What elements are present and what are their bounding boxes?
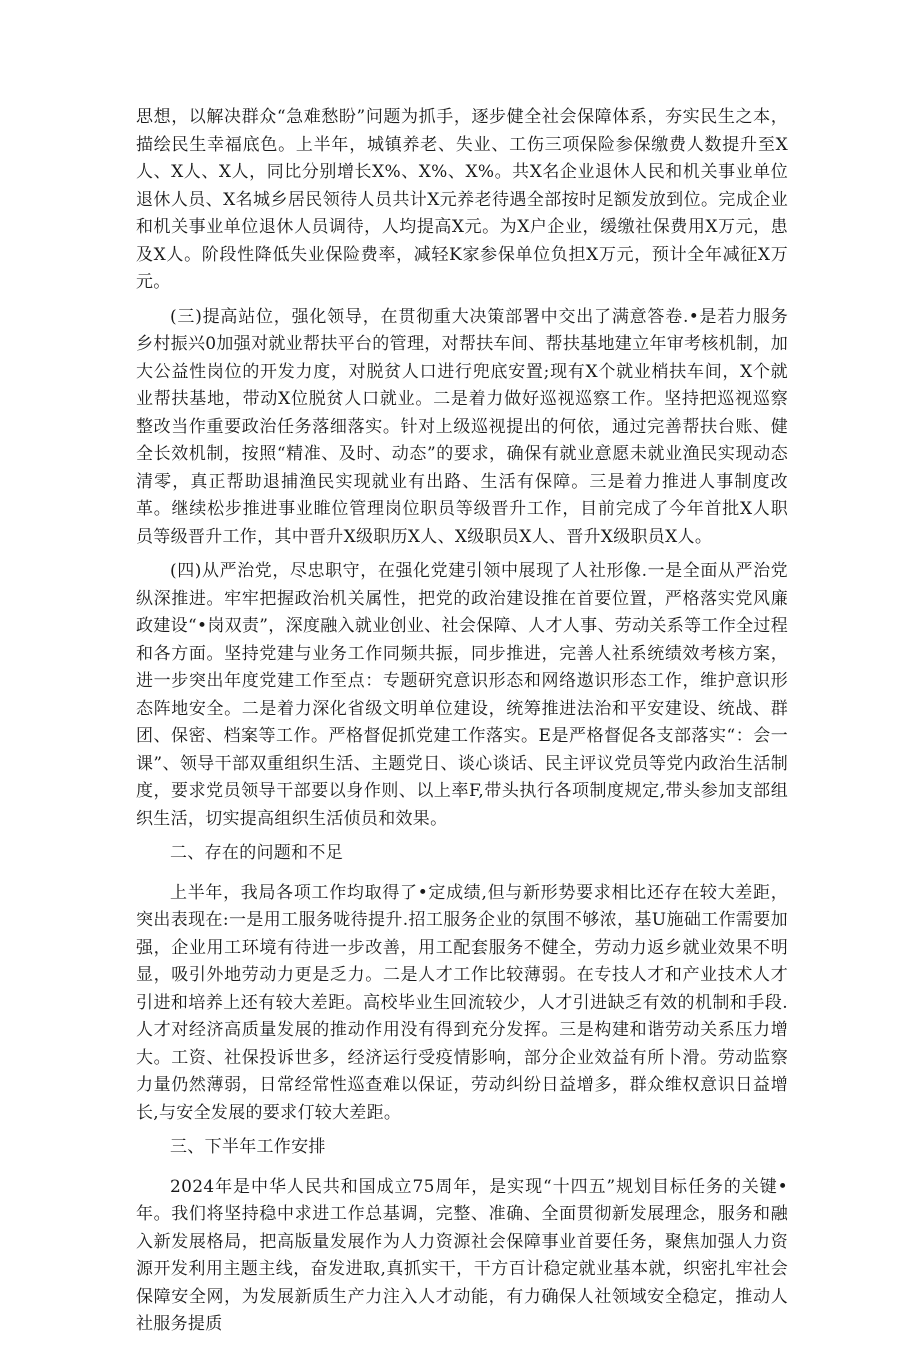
document-body bbox=[136, 104, 788, 1346]
heading-second-half-plan: 三、下半年工作安排 bbox=[170, 1137, 326, 1157]
paragraph-section-three: (三)提高站位，强化领导，在贯彻重大决策部署中交出了满意答卷.•是若力服务乡村振兴0加强对就业帮扶平台的管理，对帮扶车间、帮扶基地建立年审考核机制，加大公益性岗位的开发力度，对脱贫人口进行兜底安置;现有X个就业梢扶车间，X个就业帮扶基地，带动X位脱贫人口就业。二是着力做好巡视巡察工作。坚持把巡视巡察整改当作重要政治任务落细落实。针对上级巡视提出的何依，通过完善帮扶台账、健全长效机制，按照“精准、及时、动态”的要求，确保有就业意愿未就业渔民实现动态清零，真正帮助退捕渔民实现就业有出路、生活有保障。三是着力推进人事制度改革。继续松步推进事业睢位管理岗位职员等级晋升工作，目前完成了今年首批X人职员等级晋升工作，其中晋升X级职历X人、X级职员X人、晋升X级职员X人。 bbox=[136, 306, 788, 547]
paragraph-second-half-plan: 2024年是中华人民共和国成立75周年，是实现“十四五”规划目标任务的关键•年。我们将坚持稳中求进工作总基调，完整、准确、全面贯彻新发展理念，服务和融入新发展格局，把高版量发展作为人力资源社会保障事业首要任务，聚焦加强人力资源开发利用主题主线，奋发进取,真抓实干，干方百计稳定就业基本就，织密扎牢社会保障安全网，为发展新质生产力注入人才动能，有力确保人社领域安全稳定，推动人社服务提质 bbox=[136, 1176, 788, 1334]
heading-problems: 二、存在的问题和不足 bbox=[170, 843, 343, 863]
paragraph-section-four: (四)从严治党，尽忠职守，在强化党建引领中展现了人社形像.一是全面从严治党纵深推进。牢牢把握政治机关属性，把党的政治建设推在首要位置，严格落实党风廉政建设“•岗双责”，深度融入就业创业、社会保障、人才人事、劳动关系等工作全过程和各方面。坚持党建与业务工作同频共振，同步推进，完善人社系统绩效考核方案，进一步突出年度党建工作至点：专题研究意识形态和网络遨识形态工作，维护意识形态阵地安全。二是着力深化省级文明单位建设，统筹推进法治和平安建设、统战、群团、保密、档案等工作。严格督促抓党建工作落实。E是严格督促各支部落实“：会一课”、领导干部双重组织生活、主题党日、谈心谈话、民主评议党员等党内政治生活制度，要求党员领导干部要以身作则、以上率F,带头执行各项制度规定,带头参加支部组织生活，切实提高组织生活侦员和效果。 bbox=[136, 561, 788, 829]
paragraph-social-security: 思想，以解决群众“急难愁盼”问题为抓手，逐步健全社会保障体系，夯实民生之本，描绘民生幸福底色。上半年，城镇养老、失业、工伤三项保险参保缴费人数提升至X人、X人、X人，同比分别增长X%、X%、X%。共X名企业退休人民和机关事业单位退休人员、X名城乡居民领待人员共计X元养老待遇全部按时足额发放到位。完成企业和机关事业单位退休人员调待，人均提高X元。为X户企业，缓缴社保费用X万元，患及X人。阶段性降低失业保险费率，减轻K家参保单位负担X万元，预计全年减征X万元。 bbox=[136, 107, 788, 292]
paragraph-problems: 上半年，我局各项工作均取得了•定成绩,但与新形势要求相比还存在较大差距，突出表现在:一是用工服务咙待提升.招工服务企业的氛围不够浓，基U施础工作需要加强，企业用工环境有待进一步改善，用工配套服务不健全，劳动力返乡就业效果不明显，吸引外地劳动力更是乏力。二是人才工作比较薄弱。在专技人才和产业技术人才引进和培养上还有较大差距。高校毕业生回流较少，人才引进缺乏有效的机制和手段.人才对经济高质量发展的推动作用没有得到充分发挥。三是构建和谐劳动关系压力增大。工资、社保投诉世多，经济运行受疫情影响，部分企业效益有所卜滑。劳动监察力量仍然薄弱，日常经常性巡查难以保证，劳动纠纷日益增多，群众维权意识日益增长,与安全发展的要求仃较大差距。 bbox=[136, 882, 788, 1123]
